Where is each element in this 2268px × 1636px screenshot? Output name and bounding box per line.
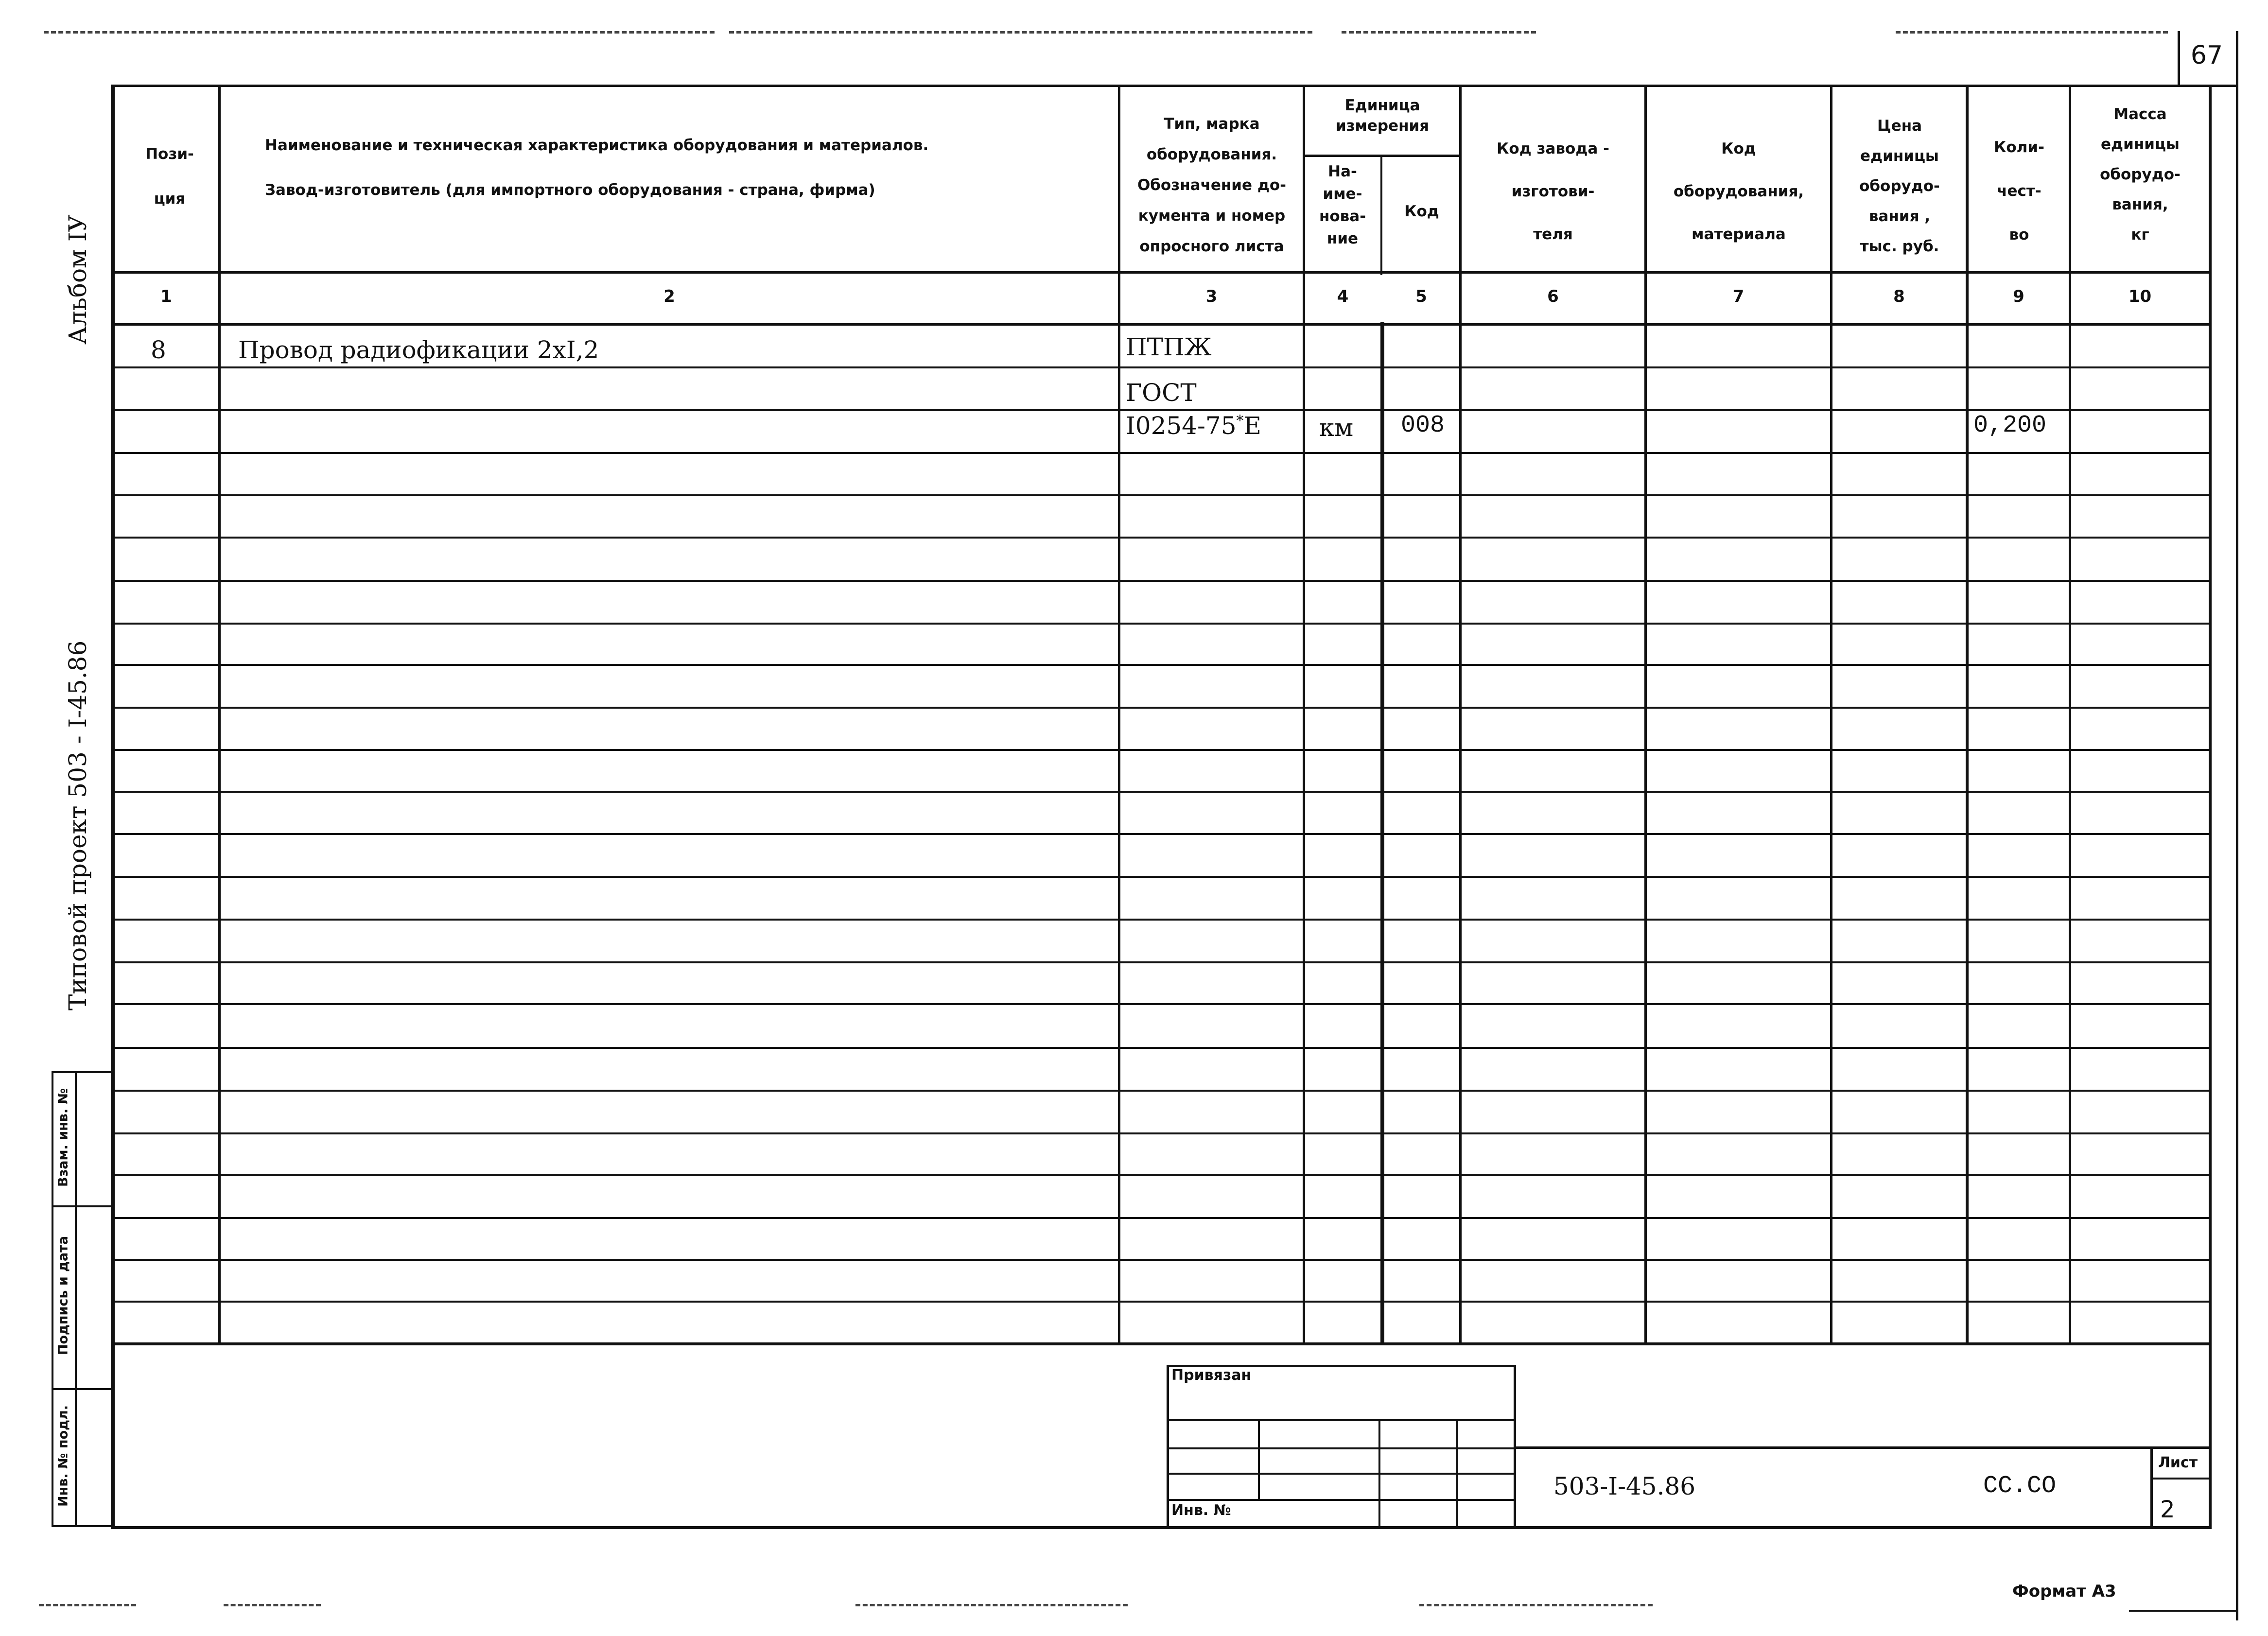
column-number: 9: [2013, 287, 2024, 306]
row-rule: [112, 580, 2211, 582]
header-unit-price: Цена единицы оборудо- вания , тыс. руб.: [1859, 117, 1940, 255]
column-number: 8: [1893, 287, 1905, 306]
row-rule: [112, 919, 2211, 921]
row-rule: [112, 452, 2211, 454]
header-unit-name: На- име- нова- ние: [1319, 163, 1366, 247]
row-rule: [112, 1259, 2211, 1261]
row-rule: [112, 366, 2211, 368]
row-rule: [112, 494, 2211, 496]
header-manufacturer-code: Код завода - изготови- теля: [1497, 140, 1609, 243]
row-rule: [112, 1047, 2211, 1049]
type-cell: I0254-75*Е: [1126, 412, 1262, 440]
row-rule: [112, 1003, 2211, 1005]
position-cell: 8: [151, 336, 166, 364]
row-rule: [112, 664, 2211, 666]
column-number: 4: [1337, 287, 1349, 306]
row-rule: [112, 1301, 2211, 1303]
stamp-inv-podl: Инв. № подл.: [55, 1405, 71, 1507]
column-number: 2: [663, 287, 675, 306]
document-designation: 503-I-45.86: [1553, 1472, 1696, 1500]
header-type: Тип, марка оборудования. Обозначение до- кумента и номер опросного листа: [1137, 115, 1287, 255]
row-rule: [112, 1090, 2211, 1092]
type-cell: ГОСТ: [1126, 379, 1197, 407]
header-position: Пози- ция: [145, 145, 194, 208]
item-name-cell: Провод радиофикации 2хI,2: [238, 336, 599, 364]
column-number: 6: [1547, 287, 1559, 306]
row-rule: [112, 791, 2211, 793]
row-rule: [112, 623, 2211, 625]
privyazan-label: Привязан: [1171, 1367, 1252, 1384]
project-label: Типовой проект 503 - I-45.86: [64, 640, 92, 1010]
row-rule: [112, 833, 2211, 835]
album-label: Альбом IУ: [64, 214, 92, 345]
unit-code-cell: 008: [1401, 412, 1445, 439]
stamp-sign-date: Подпись и дата: [55, 1236, 71, 1356]
column-number: 1: [160, 287, 172, 306]
quantity-cell: 0,200: [1973, 412, 2047, 439]
row-rule: [112, 749, 2211, 751]
stamp-vzam-inv: Взам. инв. №: [55, 1088, 71, 1187]
format-label: Формат А3: [2012, 1582, 2116, 1601]
column-number: 10: [2128, 287, 2152, 306]
type-cell: ПТПЖ: [1126, 333, 1212, 361]
header-unit-mass: Масса единицы оборудо- вания, кг: [2100, 105, 2181, 244]
header-unit-group: Единица измерения: [1335, 97, 1430, 135]
header-equipment-code: Код оборудования, материала: [1673, 140, 1804, 243]
row-rule: [112, 537, 2211, 539]
sheet-number: 2: [2160, 1496, 2175, 1523]
column-number: 7: [1732, 287, 1745, 306]
header-quantity: Коли- чест- во: [1994, 139, 2044, 244]
row-rule: [112, 1174, 2211, 1176]
row-rule: [112, 1217, 2211, 1219]
sheet-label: Лист: [2158, 1454, 2198, 1471]
row-rule: [112, 707, 2211, 709]
header-unit-code: Код: [1404, 203, 1439, 220]
row-rule: [112, 876, 2211, 878]
column-number: 3: [1205, 287, 1218, 306]
inv-no-label: Инв. №: [1171, 1502, 1231, 1519]
page-number: 67: [2190, 41, 2223, 70]
row-rule: [112, 409, 2211, 411]
unit-name-cell: км: [1319, 414, 1354, 442]
document-code: СС.СО: [1983, 1472, 2057, 1500]
column-number: 5: [1415, 287, 1427, 306]
header-name: Наименование и техническая характеристика оборудования и материалов. Завод-изготовитель (для импортного оборудования - страна, фирма): [265, 137, 929, 199]
row-rule: [112, 961, 2211, 963]
row-rule: [112, 1132, 2211, 1134]
